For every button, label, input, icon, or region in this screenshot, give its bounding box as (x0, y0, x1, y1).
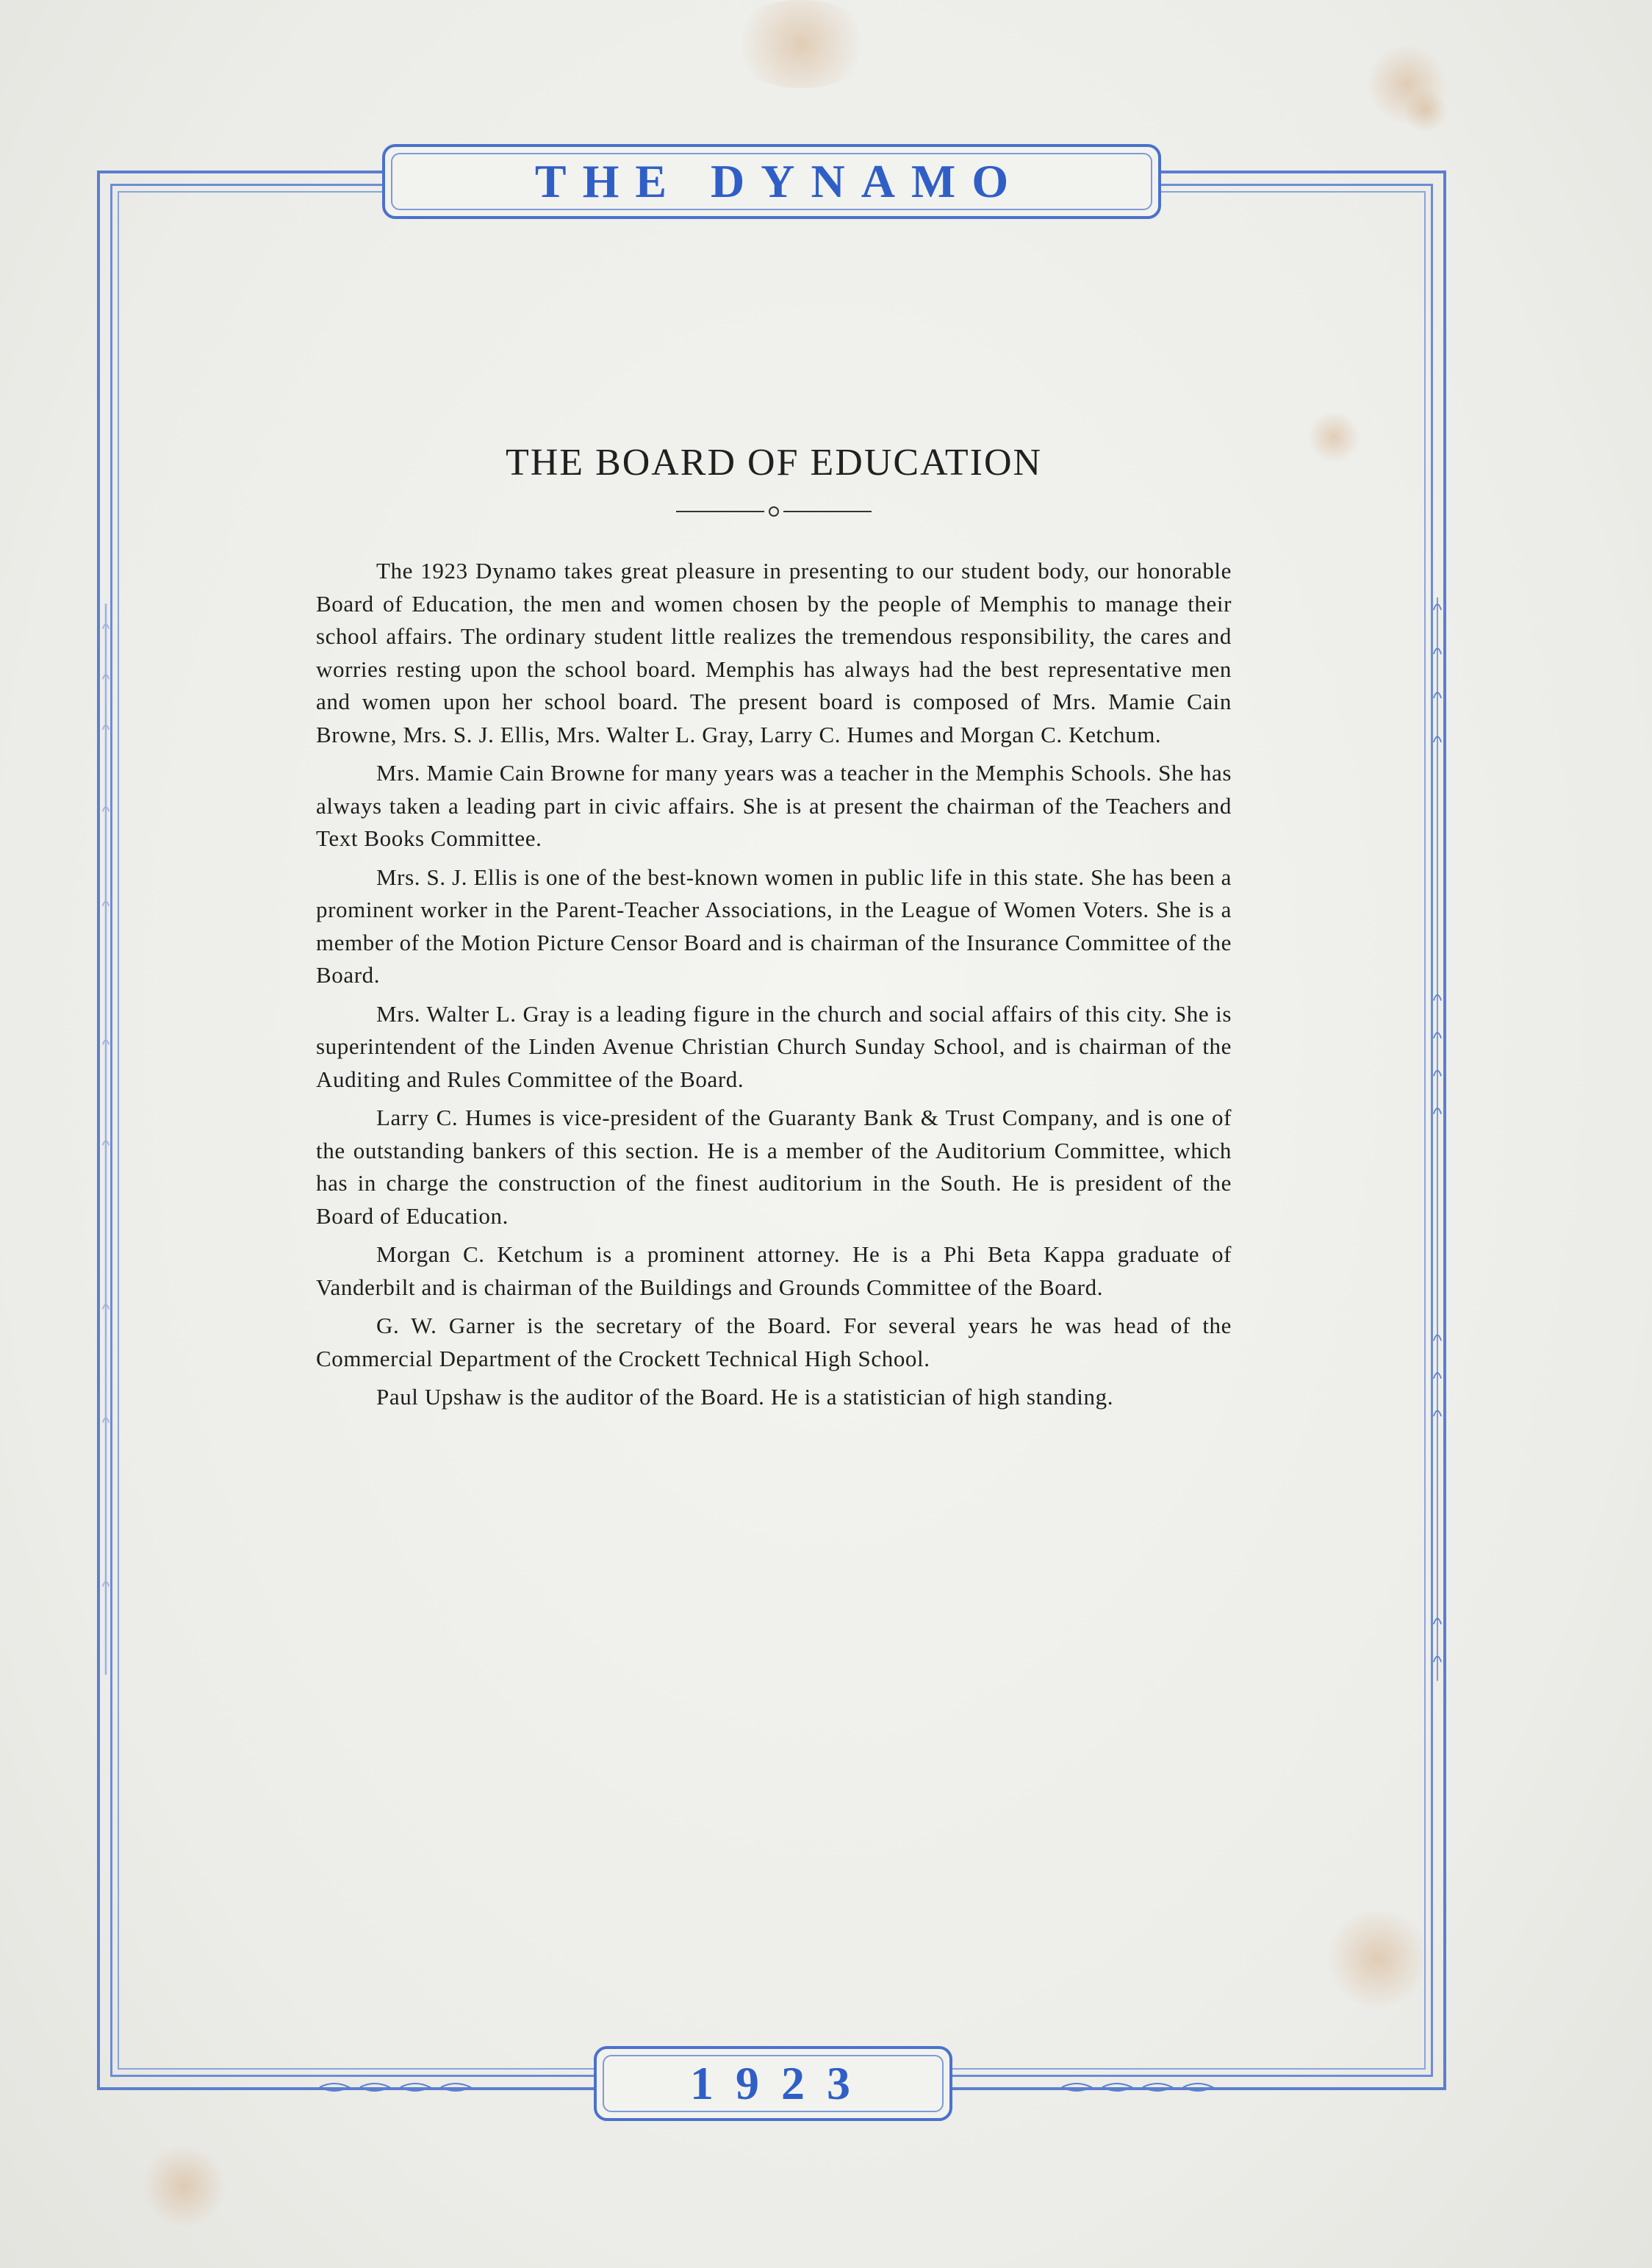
stain (140, 2146, 228, 2227)
paragraph-humes: Larry C. Humes is vice-president of the Guaranty Bank & Trust Company, and is one of the outstanding bankers of this section. He is a member of the Auditorium Committee, which has in charge the construction of the finest auditorium in the South. He is president of the Board of Education. (316, 1105, 1232, 1229)
article-title: THE BOARD OF EDUCATION (505, 442, 1043, 484)
paragraph-intro: The 1923 Dynamo takes great pleasure in presenting to our student body, our honorable Board of Education, the men and women chosen by the people of Memphis to manage their school affairs. The ordinary student little realizes the tremendous responsibility, the cares and worries resting upon the school board. Memphis has always had the best representative men and women upon her school board. The present board is composed of Mrs. Mamie Cain Browne, Mrs. S. J. Ellis, Mrs. Walter L. Gray, Larry C. Humes and Morgan C. Ketchum. (316, 558, 1232, 747)
article (316, 441, 1232, 1420)
footer-leaf-ornament-right (1058, 2080, 1220, 2095)
title-divider (316, 506, 1232, 517)
publication-year: 1923 (690, 2057, 872, 2109)
paragraph-browne: Mrs. Mamie Cain Browne for many years was a teacher in the Memphis Schools. She has always taken a leading part in civic affairs. She is at present the chairman of the Teachers and Text Books Committee. (316, 760, 1232, 851)
left-vine-ornament (101, 514, 110, 1764)
divider-line-right (783, 511, 872, 512)
divider-circle-icon (769, 506, 779, 517)
paragraph-ellis: Mrs. S. J. Ellis is one of the best-known women in public life in this state. She has been a prominent worker in the Parent-Teacher Associations, in the League of Women Voters. She is a member of the Motion Picture Censor Board and is chairman of the Insurance Committee of the Board. (316, 864, 1232, 988)
paragraph-garner: G. W. Garner is the secretary of the Board. For several years he was head of the Commercial Department of the Crockett Technical High School. (316, 1313, 1232, 1371)
publication-title: THE DYNAMO (534, 155, 1025, 207)
right-vine-ornament (1433, 507, 1442, 1771)
paragraph-ketchum: Morgan C. Ketchum is a prominent attorney. He is a Phi Beta Kappa graduate of Vanderbilt and is chairman of the Buildings and Grounds Committee of the Board. (316, 1241, 1232, 1300)
stain (1404, 88, 1448, 132)
footer-leaf-ornament-left (316, 2080, 478, 2095)
paragraph-upshaw: Paul Upshaw is the auditor of the Board. He is a statistician of high standing. (376, 1384, 1114, 1410)
header-banner (382, 144, 1161, 219)
stain (728, 0, 875, 88)
divider-line-left (676, 511, 764, 512)
paragraph-gray: Mrs. Walter L. Gray is a leading figure in the church and social affairs of this city. She is superintendent of the Linden Avenue Christian Church Sunday School, and is chairman of the Auditing and Rules Committee of the Board. (316, 1000, 1232, 1092)
footer-banner (594, 2046, 952, 2121)
